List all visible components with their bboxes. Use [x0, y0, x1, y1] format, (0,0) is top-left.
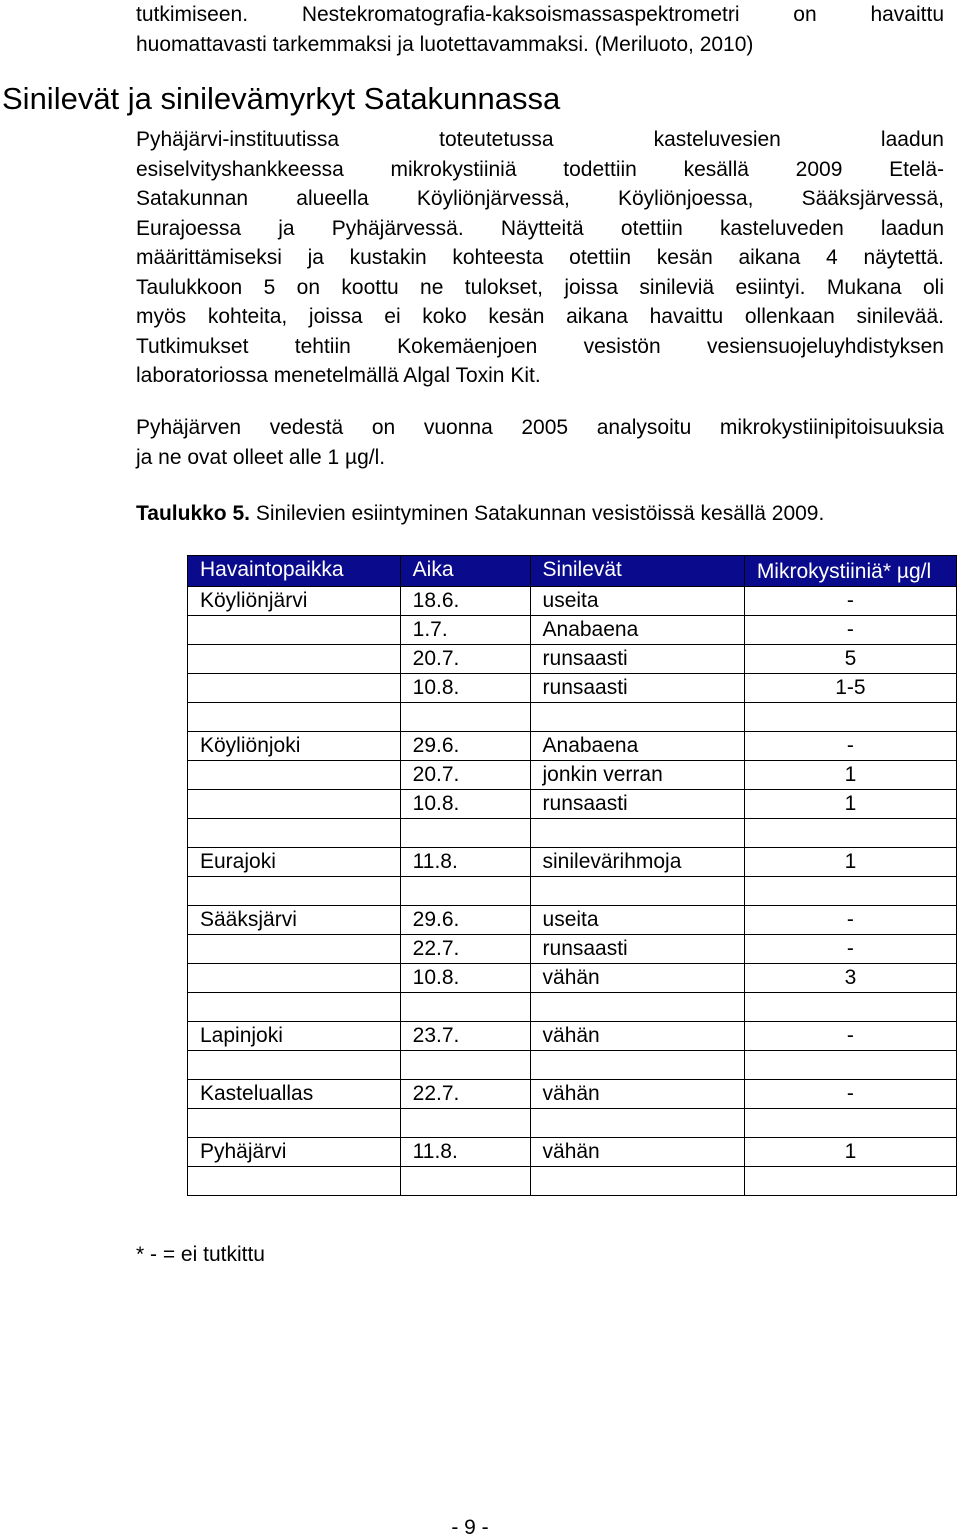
- section-heading: Sinilevät ja sinilevämyrkyt Satakunnassa: [2, 81, 561, 116]
- text-line: tutkimiseen. Nestekromatografia-kaksoismassaspektrometri on havaittu: [136, 3, 944, 26]
- cell-location: Kasteluallas: [188, 1080, 401, 1109]
- cell-microcystin: 1-5: [744, 674, 956, 703]
- cell-microcystin: -: [744, 906, 956, 935]
- cell-location: [188, 616, 401, 645]
- table-row: [188, 1080, 957, 1109]
- cell-cyanobacteria: [530, 1109, 744, 1138]
- cell-cyanobacteria: useita: [530, 906, 744, 935]
- intro-paragraph: [136, 0, 944, 59]
- text-line: Pyhäjärven vedestä on vuonna 2005 analysoitu mikrokystiinipitoisuuksia: [136, 416, 944, 439]
- table-row: [188, 1167, 957, 1196]
- cell-date: 10.8.: [400, 964, 530, 993]
- header-date: Aika: [400, 556, 530, 587]
- cell-location: [188, 674, 401, 703]
- cell-cyanobacteria: [530, 819, 744, 848]
- cell-cyanobacteria: jonkin verran: [530, 761, 744, 790]
- cell-location: [188, 761, 401, 790]
- cell-microcystin: -: [744, 935, 956, 964]
- text-line: Taulukkoon 5 on koottu ne tulokset, joissa sinileviä esiintyi. Mukana oli: [136, 275, 944, 299]
- cell-location: [188, 703, 401, 732]
- table-row: [188, 964, 957, 993]
- table-row: [188, 587, 957, 616]
- cell-date: 10.8.: [400, 674, 530, 703]
- table-header-row: [188, 556, 957, 587]
- header-location: Havaintopaikka: [188, 556, 401, 587]
- cell-microcystin: [744, 993, 956, 1022]
- table-row: [188, 1109, 957, 1138]
- cell-location: [188, 993, 401, 1022]
- text-line: Satakunnan alueella Köyliönjärvessä, Köyliönjoessa, Sääksjärvessä,: [136, 187, 944, 210]
- text-line: määrittämiseksi ja kustakin kohteesta otettiin kesän aikana 4 näytettä.: [136, 246, 944, 269]
- table-row: [188, 732, 957, 761]
- cell-location: Pyhäjärvi: [188, 1138, 401, 1167]
- caption-label: Taulukko 5.: [136, 502, 250, 525]
- cell-date: 18.6.: [400, 587, 530, 616]
- cell-date: 11.8.: [400, 1138, 530, 1167]
- cell-microcystin: [744, 877, 956, 906]
- table-row: [188, 819, 957, 848]
- cell-cyanobacteria: [530, 1051, 744, 1080]
- cell-location: Köyliönjärvi: [188, 587, 401, 616]
- text-line: esiselvityshankkeessa mikrokystiiniä todettiin kesällä 2009 Etelä-: [136, 157, 944, 181]
- table-row: [188, 1051, 957, 1080]
- cell-microcystin: 1: [744, 848, 956, 877]
- text-line: laboratoriossa menetelmällä Algal Toxin Kit.: [136, 364, 541, 387]
- cell-microcystin: -: [744, 1022, 956, 1051]
- table-row: [188, 1022, 957, 1051]
- cell-location: [188, 1051, 401, 1080]
- table-row: [188, 790, 957, 819]
- table-row: [188, 616, 957, 645]
- table-row: [188, 674, 957, 703]
- cell-date: 23.7.: [400, 1022, 530, 1051]
- cell-location: Sääksjärvi: [188, 906, 401, 935]
- cell-date: 20.7.: [400, 761, 530, 790]
- header-microcystin: Mikrokystiiniä* µg/l: [744, 556, 956, 587]
- table-row: [188, 761, 957, 790]
- cell-microcystin: -: [744, 616, 956, 645]
- cell-date: [400, 1051, 530, 1080]
- cell-microcystin: -: [744, 732, 956, 761]
- cell-location: [188, 1109, 401, 1138]
- text-line: ja ne ovat olleet alle 1 µg/l.: [136, 445, 386, 469]
- text-line: huomattavasti tarkemmaksi ja luotettavammaksi. (Meriluoto, 2010): [136, 32, 754, 56]
- page-number: - 9 -: [451, 1516, 489, 1539]
- header-cyanobacteria: Sinilevät: [530, 556, 744, 587]
- cell-location: [188, 1167, 401, 1196]
- cell-microcystin: [744, 1167, 956, 1196]
- cell-microcystin: 1: [744, 790, 956, 819]
- cell-cyanobacteria: vähän: [530, 964, 744, 993]
- cell-cyanobacteria: runsaasti: [530, 935, 744, 964]
- cell-date: 22.7.: [400, 1080, 530, 1109]
- cell-cyanobacteria: sinilevärihmoja: [530, 848, 744, 877]
- cell-date: [400, 877, 530, 906]
- cell-cyanobacteria: useita: [530, 587, 744, 616]
- cell-cyanobacteria: runsaasti: [530, 645, 744, 674]
- cell-date: 29.6.: [400, 732, 530, 761]
- cell-microcystin: -: [744, 587, 956, 616]
- cell-date: 1.7.: [400, 616, 530, 645]
- cell-cyanobacteria: [530, 993, 744, 1022]
- cyanobacteria-table: [187, 555, 957, 1196]
- caption-text: Sinilevien esiintyminen Satakunnan vesistöissä kesällä 2009.: [249, 502, 825, 525]
- cell-microcystin: -: [744, 1080, 956, 1109]
- table-row: [188, 645, 957, 674]
- cell-microcystin: [744, 819, 956, 848]
- cell-cyanobacteria: [530, 877, 744, 906]
- cell-cyanobacteria: Anabaena: [530, 732, 744, 761]
- cell-location: [188, 645, 401, 674]
- table-body: [188, 587, 957, 1196]
- cell-microcystin: [744, 1109, 956, 1138]
- cell-date: [400, 1167, 530, 1196]
- cell-microcystin: 1: [744, 1138, 956, 1167]
- table-row: [188, 848, 957, 877]
- cell-cyanobacteria: vähän: [530, 1138, 744, 1167]
- cell-date: 29.6.: [400, 906, 530, 935]
- cell-date: 20.7.: [400, 645, 530, 674]
- cell-location: Lapinjoki: [188, 1022, 401, 1051]
- cell-cyanobacteria: vähän: [530, 1080, 744, 1109]
- table-row: [188, 703, 957, 732]
- cell-cyanobacteria: Anabaena: [530, 616, 744, 645]
- cell-location: [188, 819, 401, 848]
- cell-cyanobacteria: runsaasti: [530, 674, 744, 703]
- cell-date: 22.7.: [400, 935, 530, 964]
- cell-cyanobacteria: [530, 703, 744, 732]
- cell-microcystin: 1: [744, 761, 956, 790]
- table-caption: [136, 499, 944, 528]
- cell-cyanobacteria: vähän: [530, 1022, 744, 1051]
- cell-microcystin: [744, 703, 956, 732]
- paragraph-2: [136, 413, 944, 472]
- cell-date: 11.8.: [400, 848, 530, 877]
- cell-date: [400, 819, 530, 848]
- cell-date: [400, 993, 530, 1022]
- table-row: [188, 906, 957, 935]
- cell-cyanobacteria: runsaasti: [530, 790, 744, 819]
- cell-microcystin: 5: [744, 645, 956, 674]
- cell-microcystin: 3: [744, 964, 956, 993]
- cell-location: Eurajoki: [188, 848, 401, 877]
- cell-location: [188, 935, 401, 964]
- cell-date: [400, 1109, 530, 1138]
- cell-microcystin: [744, 1051, 956, 1080]
- text-line: Eurajoessa ja Pyhäjärvessä. Näytteitä otettiin kasteluveden laadun: [136, 216, 944, 240]
- table-row: [188, 1138, 957, 1167]
- cell-date: 10.8.: [400, 790, 530, 819]
- text-line: Pyhäjärvi-instituutissa toteutetussa kasteluvesien laadun: [136, 128, 944, 151]
- table-row: [188, 935, 957, 964]
- cell-location: [188, 877, 401, 906]
- text-line: myös kohteita, joissa ei koko kesän aikana havaittu ollenkaan sinilevää.: [136, 305, 944, 328]
- cell-location: [188, 790, 401, 819]
- text-line: Tutkimukset tehtiin Kokemäenjoen vesistön vesiensuojeluyhdistyksen: [136, 334, 944, 358]
- cell-location: [188, 964, 401, 993]
- table-row: [188, 877, 957, 906]
- paragraph-1: [136, 125, 944, 391]
- cell-date: [400, 703, 530, 732]
- cell-cyanobacteria: [530, 1167, 744, 1196]
- cell-location: Köyliönjoki: [188, 732, 401, 761]
- table-row: [188, 993, 957, 1022]
- footnote: * - = ei tutkittu: [136, 1243, 265, 1266]
